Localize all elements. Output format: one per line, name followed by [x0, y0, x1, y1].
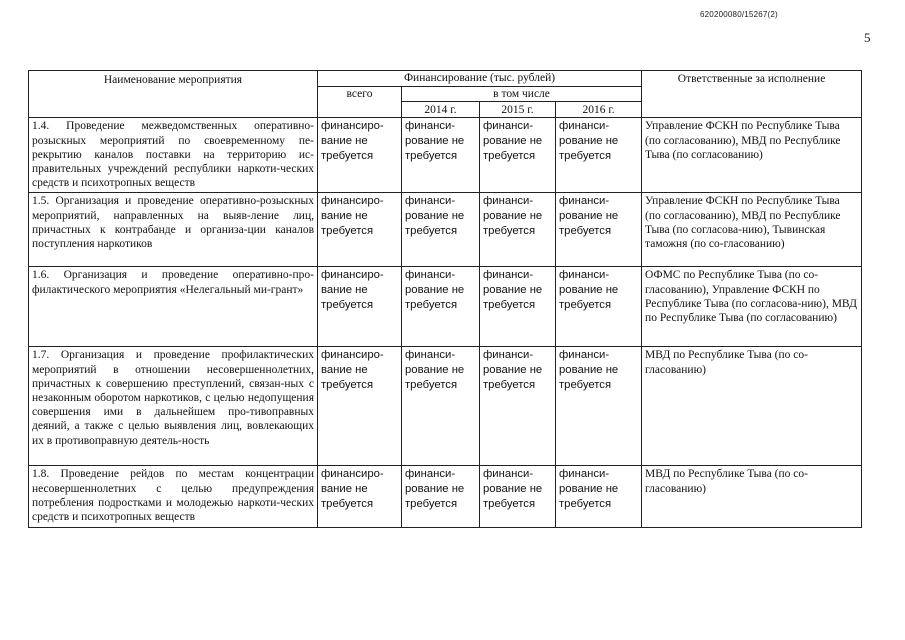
financing-2016: финанси-рование не требуется	[556, 267, 642, 347]
page-number: 5	[864, 30, 871, 45]
measure-name: 1.7. Организация и проведение профилактических мероприятий в отношении несовершеннолетних, причастных к совершению преступлений, связан-ных с незаконным оборотом наркотиков, с целью недопущения совершения ими в дальнейшем про-тивоправных деяний, а также с целью выявления лиц, вовлекающих их в противоправную деятель-ность	[29, 347, 318, 466]
financing-2015: финанси-рование не требуется	[480, 466, 556, 528]
header-year-2015: 2015 г.	[480, 102, 556, 118]
header-total: всего	[318, 87, 402, 118]
financing-2016: финанси-рование не требуется	[556, 193, 642, 267]
table-row	[29, 267, 862, 347]
financing-2015: финанси-рование не требуется	[480, 267, 556, 347]
responsible-parties: МВД по Республике Тыва (по со-гласованию)	[642, 466, 862, 528]
measure-name: 1.4. Проведение межведомственных оперативно-розыскных мероприятий по своевременному пе-рекрытию каналов поставки на территорию ис-правительных учреждений республики наркоти-ческих средств и психотропных веществ	[29, 118, 318, 193]
measure-name: 1.6. Организация и проведение оперативно-про-филактического мероприятия «Нелегальный ми-грант»	[29, 267, 318, 347]
financing-total: финансиро-вание не требуется	[318, 347, 402, 466]
financing-2014: финанси-рование не требуется	[402, 267, 480, 347]
responsible-parties: МВД по Республике Тыва (по со-гласованию)	[642, 347, 862, 466]
measure-name: 1.8. Проведение рейдов по местам концентрации несовершеннолетних с целью предупреждения потребления подростками и молодежью наркоти-ческих средств и психотропных веществ	[29, 466, 318, 528]
financing-2015: финанси-рование не требуется	[480, 118, 556, 193]
responsible-parties: Управление ФСКН по Республике Тыва (по согласованию), МВД по Республике Тыва (по согласованию)	[642, 118, 862, 193]
table-row	[29, 347, 862, 466]
financing-2015: финанси-рование не требуется	[480, 347, 556, 466]
table-row	[29, 193, 862, 267]
table-row	[29, 466, 862, 528]
measures-table	[28, 70, 862, 528]
header-year-2016: 2016 г.	[556, 102, 642, 118]
financing-2016: финанси-рование не требуется	[556, 347, 642, 466]
financing-2016: финанси-рование не требуется	[556, 118, 642, 193]
responsible-parties: ОФМС по Республике Тыва (по со-гласованию), Управление ФСКН по Республике Тыва (по согласова-нию), МВД по Республике Тыва (по согласованию)	[642, 267, 862, 347]
document-code: 620200080/15267(2)	[700, 10, 778, 19]
measure-name: 1.5. Организация и проведение оперативно-розыскных мероприятий, направленных на выяв-ление лиц, причастных к контрабанде и организа-ции каналов поступления наркотиков	[29, 193, 318, 267]
header-financing: Финансирование (тыс. рублей)	[318, 71, 642, 87]
responsible-parties: Управление ФСКН по Республике Тыва (по согласованию), МВД по Республике Тыва (по согласова-нию), Тывинская таможня (по со-гласованию)	[642, 193, 862, 267]
financing-2016: финанси-рование не требуется	[556, 466, 642, 528]
financing-2015: финанси-рование не требуется	[480, 193, 556, 267]
financing-total: финансиро-вание не требуется	[318, 118, 402, 193]
financing-2014: финанси-рование не требуется	[402, 347, 480, 466]
financing-total: финансиро-вание не требуется	[318, 267, 402, 347]
header-name: Наименование мероприятия	[29, 71, 318, 118]
financing-total: финансиро-вание не требуется	[318, 466, 402, 528]
header-responsible: Ответственные за исполнение	[642, 71, 862, 118]
financing-total: финансиро-вание не требуется	[318, 193, 402, 267]
header-row-1	[29, 71, 862, 87]
financing-2014: финанси-рование не требуется	[402, 118, 480, 193]
financing-2014: финанси-рование не требуется	[402, 466, 480, 528]
financing-2014: финанси-рование не требуется	[402, 193, 480, 267]
header-year-2014: 2014 г.	[402, 102, 480, 118]
header-including: в том числе	[402, 87, 642, 102]
table-row	[29, 118, 862, 193]
